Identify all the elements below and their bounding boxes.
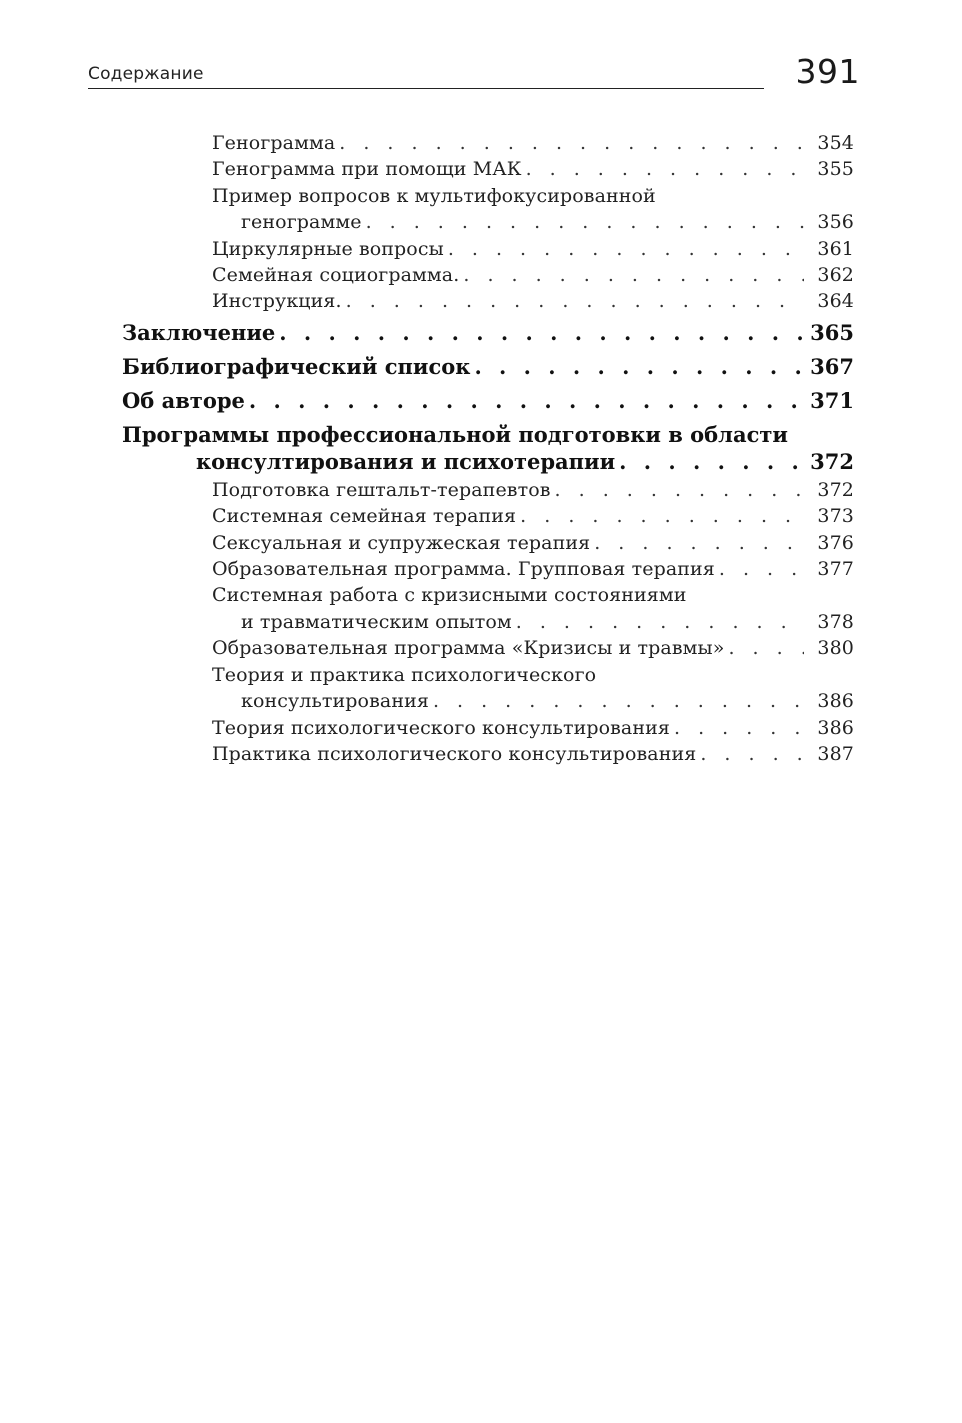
toc-section xyxy=(0,477,962,503)
toc-page-number: 377 xyxy=(817,558,854,581)
toc-line xyxy=(0,130,962,156)
toc-page-number: 378 xyxy=(817,610,854,633)
toc-page-number: 387 xyxy=(817,742,854,765)
toc-page-number: 372 xyxy=(810,448,854,474)
dot-leader xyxy=(520,503,804,529)
dot-leader xyxy=(619,448,804,475)
toc-line xyxy=(0,582,962,608)
toc-entry-title: Генограмма xyxy=(212,132,336,154)
toc-line xyxy=(0,209,962,235)
toc-chapter xyxy=(0,387,962,414)
toc-line xyxy=(0,741,962,767)
toc-line xyxy=(0,236,962,262)
dot-leader xyxy=(346,288,804,314)
toc-section xyxy=(0,262,962,288)
toc-page-number: 367 xyxy=(810,353,854,379)
dot-leader xyxy=(555,477,804,503)
toc-line xyxy=(0,288,962,314)
dot-leader xyxy=(728,635,804,661)
toc-entry-title: Генограмма при помощи МАК xyxy=(212,158,522,181)
toc-section xyxy=(0,503,962,529)
toc-line xyxy=(0,353,962,380)
toc-page-number: 373 xyxy=(817,505,854,528)
toc-section xyxy=(0,183,962,236)
toc-line xyxy=(0,477,962,503)
toc-page-number: 376 xyxy=(817,531,854,554)
toc-page-number: 361 xyxy=(817,237,854,260)
dot-leader xyxy=(433,688,804,714)
dot-leader xyxy=(463,262,804,288)
toc-section xyxy=(0,236,962,262)
dot-leader xyxy=(526,156,804,182)
toc-section xyxy=(0,156,962,182)
toc-section xyxy=(0,530,962,556)
dot-leader xyxy=(279,319,804,346)
toc-line xyxy=(0,688,962,714)
toc-section xyxy=(0,741,962,767)
toc-page-number: 356 xyxy=(817,211,854,234)
toc-entry-title: Образовательная программа «Кризисы и травмы» xyxy=(212,637,725,660)
toc-entry-title: Образовательная программа. Групповая терапия xyxy=(212,558,715,581)
toc-line xyxy=(0,556,962,582)
toc-entry-title: Заключение xyxy=(122,319,276,345)
running-header-title: Содержание xyxy=(88,64,204,84)
running-header xyxy=(88,52,860,100)
toc-section xyxy=(0,130,962,156)
dot-leader xyxy=(249,387,804,414)
toc-line xyxy=(0,530,962,556)
header-rule xyxy=(88,88,764,89)
toc-entry-title: Инструкция. xyxy=(212,290,342,313)
toc-chapter xyxy=(0,353,962,380)
dot-leader xyxy=(339,130,804,156)
toc-entry-title: Об авторе xyxy=(122,387,245,413)
toc-page-number: 386 xyxy=(817,716,854,739)
toc-entry-title: Программы профессиональной подготовки в области xyxy=(122,421,788,447)
toc-page-number: 371 xyxy=(810,387,854,413)
toc-section xyxy=(0,662,962,715)
dot-leader xyxy=(674,715,804,741)
dot-leader xyxy=(366,209,804,235)
toc-line xyxy=(0,635,962,661)
toc-page-number: 364 xyxy=(817,290,854,313)
toc-entry-title: генограмме xyxy=(241,211,362,234)
toc-entry-title: Циркулярные вопросы xyxy=(212,237,444,260)
dot-leader xyxy=(719,556,804,582)
toc-entry-title: консултирования и психотерапии xyxy=(196,448,616,474)
toc-entry-title: Библиографический список xyxy=(122,353,471,379)
toc-line xyxy=(0,262,962,288)
toc-entry-title: Сексуальная и супружеская терапия xyxy=(212,531,591,554)
toc-line xyxy=(0,183,962,209)
toc-line xyxy=(0,448,962,475)
toc-entry-title: Пример вопросов к мультифокусированной xyxy=(212,184,656,207)
toc-page-number: 362 xyxy=(817,264,854,287)
toc-entry-title: Системная работа с кризисными состояниями xyxy=(212,584,687,607)
toc-section xyxy=(0,288,962,314)
toc-page-number: 386 xyxy=(817,690,854,713)
dot-leader xyxy=(700,741,804,767)
toc-section xyxy=(0,715,962,741)
toc-chapter xyxy=(0,421,962,475)
dot-leader xyxy=(516,609,804,635)
toc-line xyxy=(0,387,962,414)
toc-entry-title: Подготовка гештальт-терапевтов xyxy=(212,478,551,501)
dot-leader xyxy=(594,530,804,556)
toc-page-number: 365 xyxy=(810,319,854,345)
toc-section xyxy=(0,635,962,661)
toc-line xyxy=(0,421,962,448)
toc-entry-title: консультирования xyxy=(241,690,429,713)
toc-page-number: 372 xyxy=(817,478,854,501)
toc-entry-title: Теория и практика психологического xyxy=(212,663,597,686)
dot-leader xyxy=(474,353,804,380)
toc-chapter xyxy=(0,319,962,346)
toc-section xyxy=(0,582,962,635)
toc-entry-title: Теория психологического консультирования xyxy=(212,716,670,739)
table-of-contents xyxy=(0,130,962,767)
dot-leader xyxy=(448,236,804,262)
toc-entry-title: Практика психологического консультирования xyxy=(212,742,697,765)
toc-line xyxy=(0,715,962,741)
toc-line xyxy=(0,662,962,688)
toc-line xyxy=(0,503,962,529)
toc-page-number: 354 xyxy=(817,132,854,154)
toc-section xyxy=(0,556,962,582)
toc-line xyxy=(0,156,962,182)
toc-line xyxy=(0,319,962,346)
page-number: 391 xyxy=(795,52,860,91)
toc-page-number: 380 xyxy=(817,637,854,660)
toc-entry-title: Системная семейная терапия xyxy=(212,505,517,528)
toc-entry-title: и травматическим опытом xyxy=(241,610,512,633)
toc-entry-title: Семейная социограмма. xyxy=(212,264,460,287)
toc-line xyxy=(0,609,962,635)
toc-page-number: 355 xyxy=(817,158,854,181)
